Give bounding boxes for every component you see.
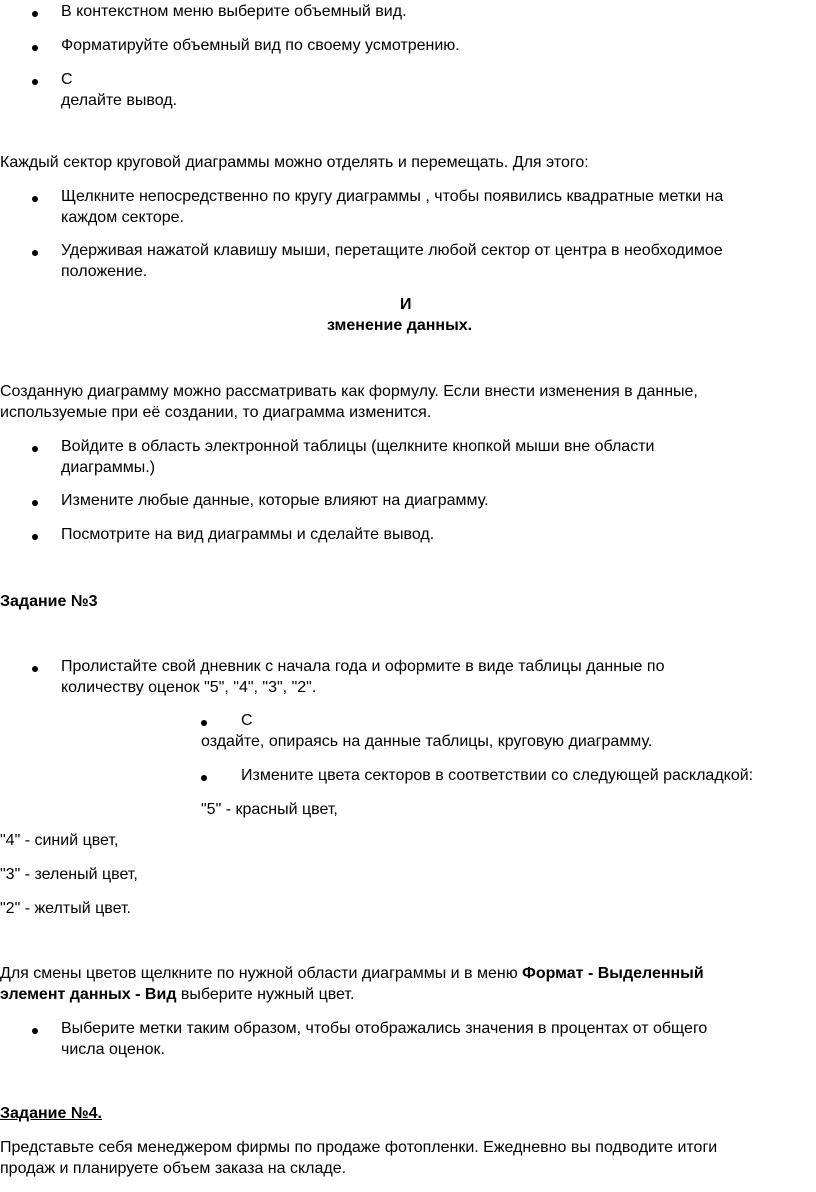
bullet-icon xyxy=(32,666,38,672)
list-item: Посмотрите на вид диаграммы и сделайте вывод. xyxy=(61,526,435,543)
color-rule: "5" - красный цвет, xyxy=(201,801,338,818)
color-rule: "4" - синий цвет, xyxy=(0,832,119,849)
list-item-continuation: оздайте, опираясь на данные таблицы, круговую диаграмму. xyxy=(201,733,653,750)
section-heading: И xyxy=(400,296,412,313)
paragraph-text: выберите нужный цвет. xyxy=(176,986,355,1003)
color-rule: "3" - зеленый цвет, xyxy=(0,866,138,883)
bullet-icon xyxy=(32,79,38,85)
bullet-icon xyxy=(201,775,207,781)
section-heading: зменение данных. xyxy=(327,317,473,334)
list-item: В контекстном меню выберите объемный вид. xyxy=(61,3,407,20)
paragraph-text: Для смены цветов щелкните по нужной области диаграммы и в меню xyxy=(0,965,523,982)
task-heading: Задание №3 xyxy=(0,593,98,610)
paragraph: продаж и планируете объем заказа на складе. xyxy=(0,1160,347,1177)
paragraph: Представьте себя менеджером фирмы по продаже фотопленки. Ежедневно вы подводите итоги xyxy=(0,1139,718,1156)
list-item: Удерживая нажатой клавишу мыши, перетащите любой сектор от центра в необходимое xyxy=(61,242,723,259)
list-item-continuation: числа оценок. xyxy=(61,1041,165,1058)
color-rule: "2" - желтый цвет. xyxy=(0,900,131,917)
list-item-continuation: каждом секторе. xyxy=(61,209,184,226)
list-item-continuation: диаграммы.) xyxy=(61,459,156,476)
list-item-continuation: делайте вывод. xyxy=(61,92,178,109)
list-item-continuation: количеству оценок "5", "4", "3", "2". xyxy=(61,679,317,696)
menu-path: Формат - Выделенный xyxy=(522,965,704,982)
bullet-icon xyxy=(32,45,38,51)
paragraph xyxy=(0,963,704,985)
list-item: Измените цвета секторов в соответствии со следующей раскладкой: xyxy=(241,767,754,784)
bullet-icon xyxy=(32,250,38,256)
bullet-icon xyxy=(201,720,207,726)
menu-path: элемент данных - Вид xyxy=(0,986,177,1003)
list-item: С xyxy=(241,712,253,729)
list-item: Форматируйте объемный вид по своему усмотрению. xyxy=(61,37,460,54)
list-item: Выберите метки таким образом, чтобы отображались значения в процентах от общего xyxy=(61,1020,708,1037)
paragraph: Созданную диаграмму можно рассматривать как формулу. Если внести изменения в данные, xyxy=(0,383,698,400)
bullet-icon xyxy=(32,446,38,452)
list-item-continuation: положение. xyxy=(61,263,148,280)
list-item: Измените любые данные, которые влияют на диаграмму. xyxy=(61,492,489,509)
bullet-icon xyxy=(32,534,38,540)
bullet-icon xyxy=(32,1028,38,1034)
list-item: Пролистайте свой дневник с начала года и оформите в виде таблицы данные по xyxy=(61,658,665,675)
task-heading: Задание №4. xyxy=(0,1105,102,1122)
list-item: Щелкните непосредственно по кругу диаграммы , чтобы появились квадратные метки на xyxy=(61,188,724,205)
paragraph: используемые при её создании, то диаграмма изменится. xyxy=(0,404,432,421)
paragraph: Каждый сектор круговой диаграммы можно отделять и перемещать. Для этого: xyxy=(0,154,589,171)
paragraph xyxy=(0,984,354,1006)
bullet-icon xyxy=(32,11,38,17)
list-item: С xyxy=(61,71,73,88)
list-item: Войдите в область электронной таблицы (щелкните кнопкой мыши вне области xyxy=(61,438,655,455)
bullet-icon xyxy=(32,196,38,202)
bullet-icon xyxy=(32,500,38,506)
